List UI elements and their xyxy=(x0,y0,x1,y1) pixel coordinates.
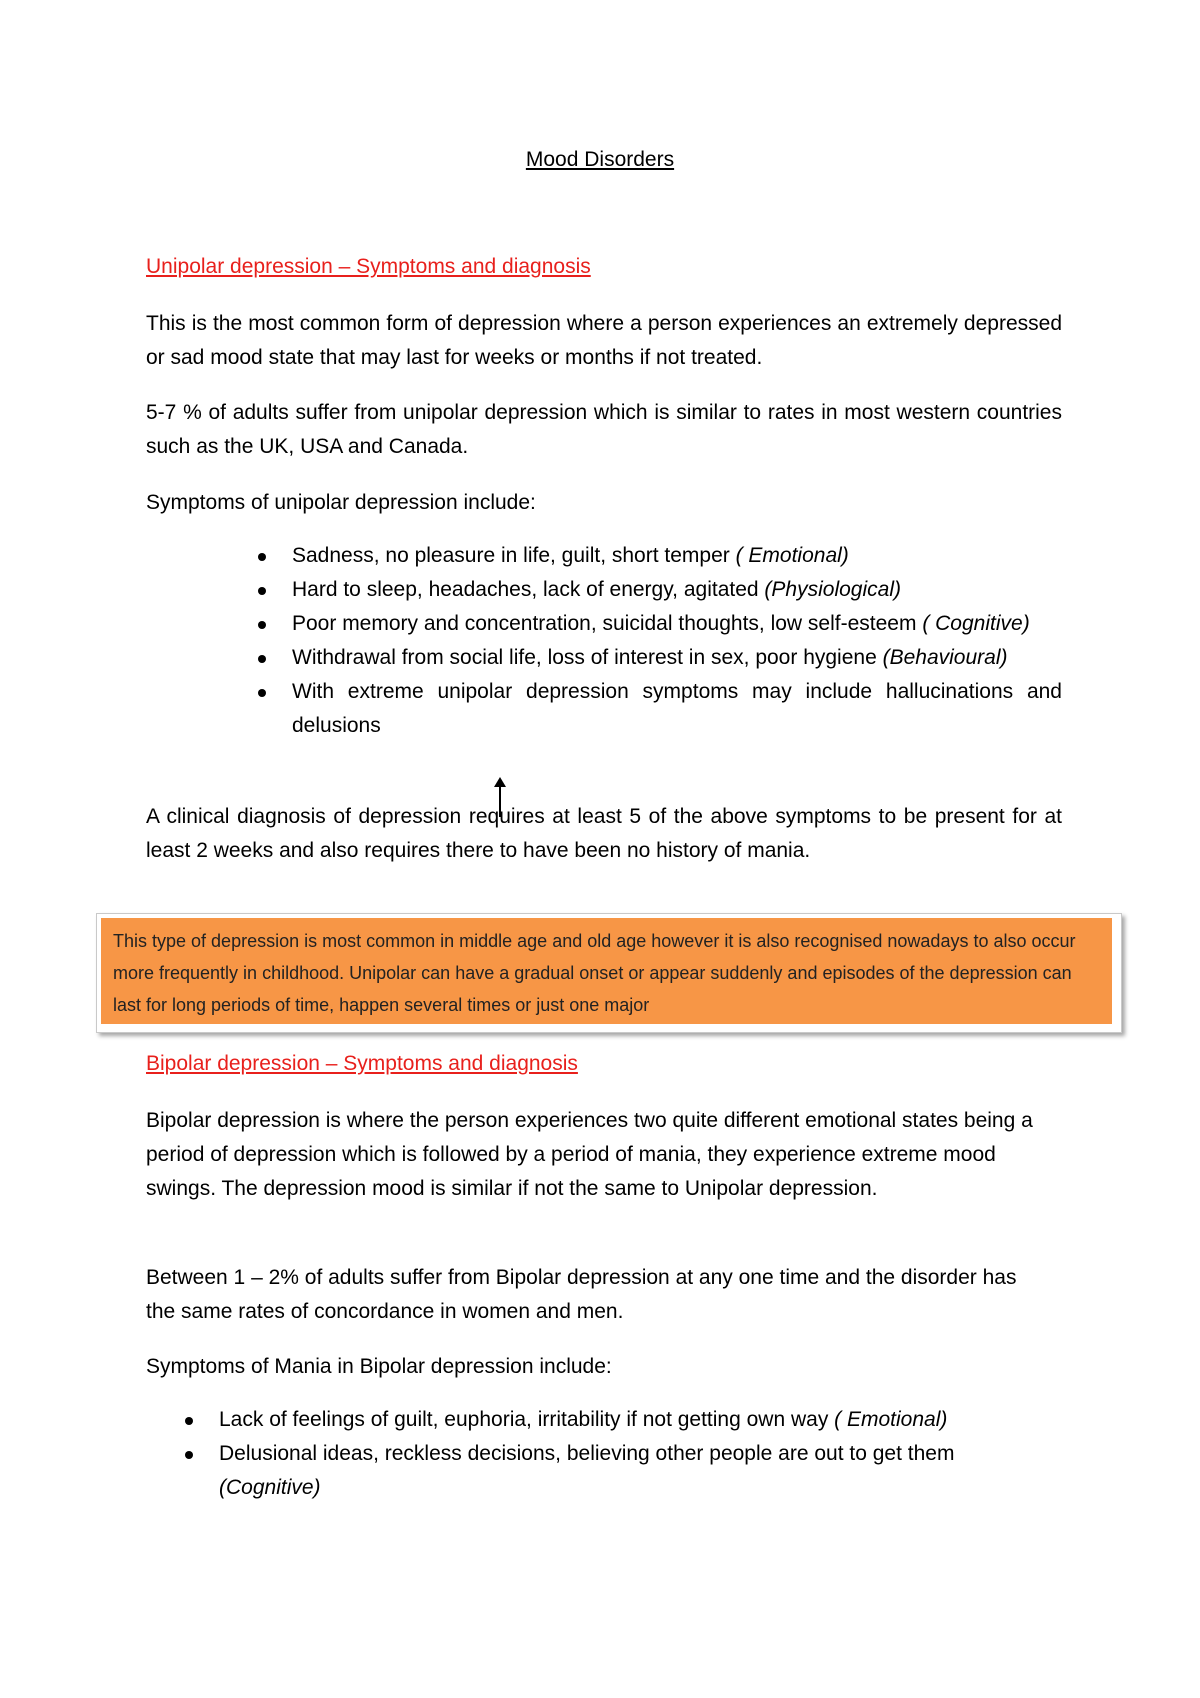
unipolar-intro-paragraph: This is the most common form of depression where a person experiences an extremely depressed or sad mood state that may last for weeks or months if not treated. xyxy=(146,312,1062,369)
symptom-text: Sadness, no pleasure in life, guilt, short temper xyxy=(292,544,736,567)
bipolar-symptom-list xyxy=(219,1403,1019,1505)
symptom-category: ( Emotional) xyxy=(735,544,849,567)
unipolar-prevalence-paragraph: 5-7 % of adults suffer from unipolar depression which is similar to rates in most western countries such as the UK, USA and Canada. xyxy=(146,401,1062,458)
list-item xyxy=(292,675,1062,743)
unipolar-symptoms-intro: Symptoms of unipolar depression include: xyxy=(146,491,536,514)
unipolar-heading: Unipolar depression – Symptoms and diagnosis xyxy=(146,255,591,278)
bullet-icon xyxy=(258,553,266,561)
symptom-text: Delusional ideas, reckless decisions, believing other people are out to get them xyxy=(219,1442,955,1465)
bullet-icon xyxy=(185,1451,193,1459)
bipolar-heading: Bipolar depression – Symptoms and diagnosis xyxy=(146,1052,578,1075)
bullet-icon xyxy=(258,621,266,629)
list-item xyxy=(292,539,1062,573)
symptom-category: ( Cognitive) xyxy=(922,612,1030,635)
symptom-text: With extreme unipolar depression symptoms may include hallucinations and delusions xyxy=(292,680,1062,737)
symptom-category: (Physiological) xyxy=(764,578,901,601)
page-title: Mood Disorders xyxy=(525,148,675,171)
symptom-text: Poor memory and concentration, suicidal thoughts, low self-esteem xyxy=(292,612,923,635)
bipolar-intro-paragraph: Bipolar depression is where the person experiences two quite different emotional states being a period of depression which is followed by a period of mania, they experience extreme mood swings. The depression mood is similar if not the same to Unipolar depression. xyxy=(146,1109,1033,1200)
symptom-category: ( Emotional) xyxy=(834,1408,948,1431)
list-item xyxy=(292,573,1062,607)
bullet-icon xyxy=(185,1417,193,1425)
callout-box: This type of depression is most common in middle age and old age however it is also recognised nowadays to also occur more frequently in childhood. Unipolar can have a gradual onset or appear suddenly and episodes of the depression can last for long periods of time, happen several times or just one major xyxy=(101,918,1112,1024)
symptom-text: Hard to sleep, headaches, lack of energy, agitated xyxy=(292,578,765,601)
list-item xyxy=(219,1437,1019,1505)
list-item xyxy=(219,1403,1019,1437)
bullet-icon xyxy=(258,655,266,663)
list-item xyxy=(292,607,1062,641)
symptom-text: Withdrawal from social life, loss of interest in sex, poor hygiene xyxy=(292,646,883,669)
symptom-category: (Behavioural) xyxy=(882,646,1008,669)
unipolar-diagnosis-paragraph: A clinical diagnosis of depression requires at least 5 of the above symptoms to be present for at least 2 weeks and also requires there to have been no history of mania. xyxy=(146,805,1062,862)
list-item xyxy=(292,641,1062,675)
bipolar-prevalence-paragraph: Between 1 – 2% of adults suffer from Bipolar depression at any one time and the disorder has the same rates of concordance in women and men. xyxy=(146,1266,1017,1323)
symptom-text: Lack of feelings of guilt, euphoria, irritability if not getting own way xyxy=(219,1408,835,1431)
unipolar-symptom-list xyxy=(292,539,1062,743)
bullet-icon xyxy=(258,689,266,697)
bipolar-symptoms-intro: Symptoms of Mania in Bipolar depression include: xyxy=(146,1355,612,1378)
bullet-icon xyxy=(258,587,266,595)
symptom-category: (Cognitive) xyxy=(219,1476,321,1499)
